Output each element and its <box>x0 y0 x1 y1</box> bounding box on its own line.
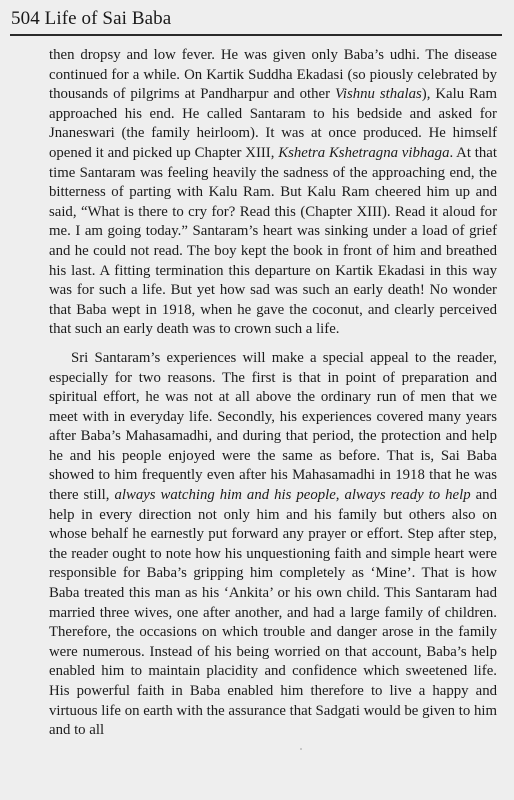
text-segment: ), Kalu Ram approached his end. He called Santaram to his bedside and asked for Jnaneswari (the family heirloom). It was at once produced. He himself opened it and picked up Chapter XIII, <box>49 86 497 161</box>
paragraph-1 <box>49 46 497 340</box>
running-head: 504 Life of Sai Baba <box>11 8 172 29</box>
text-segment: . At that time Santaram was feeling heavily the sadness of the approaching end, the bitterness of parting with Kalu Ram. But Kalu Ram cheered him up and said, “What is there to cry for? Read this (Chapter XIII). Read it aloud for me. I am going today.” Santaram’s heart was sinking under a load of grief and he could not read. The boy kept the book in front of him and breathed his last. A fitting termination this departure on Kartik Ekadasi in this way was for such a life. But yet how sad was such an early death! No wonder that Baba wept in 1918, when he gave the coconut, and clearly perceived that such an early death was to crown such a life. <box>49 144 497 338</box>
text-segment: then dropsy and low fever. He was given only Baba’s udhi. The disease continued for a while. On Kartik Suddha Ekadasi (so piously celebrated by thousands of pilgrims at Pandharpur and other <box>49 47 497 103</box>
text-segment: Sri Santaram’s experiences will make a special appeal to the reader, especially for two reasons. The first is that in point of preparation and spiritual effort, he was not at all above the ordinary run of men that we meet with in everyday life. Secondly, his experiences covered many years after Baba’s Mahasamadhi, and during that period, the protection and help he and his people enjoyed were the same as before. That is, Sai Baba showed to him frequently even after his Mahasamadhi in 1918 that he was there still, <box>49 349 497 504</box>
italic-text-segment: always watching him and his people, always ready to help <box>114 487 471 504</box>
italic-text-segment: Vishnu sthalas <box>334 86 422 103</box>
header-rule <box>10 34 502 36</box>
body-text <box>49 46 497 741</box>
paragraph-2 <box>49 349 497 741</box>
scan-speck <box>300 748 302 750</box>
italic-text-segment: Kshetra Kshetragna vibhaga <box>278 144 450 161</box>
text-segment: and help in every direction not only him and his family but others also on whose behalf he earnestly put forward any prayer or effort. Step after step, the reader ought to note how his unquestioning faith and simple heart were responsible for Baba’s gripping him completely as ‘Mine’. That is how Baba treated this man as his ‘Ankita’ or his own child. This Santaram had married three wives, one after another, and had a large family of children. Therefore, the occasions on which trouble and danger arose in the family were numerous. Instead of his being worried on that account, Baba’s help enabled him to maintain placidity and confidence which sweetened life. His powerful faith in Baba enabled him therefore to live a happy and virtuous life on earth with the assurance that Sadgati would be given to him and to all <box>49 487 497 739</box>
